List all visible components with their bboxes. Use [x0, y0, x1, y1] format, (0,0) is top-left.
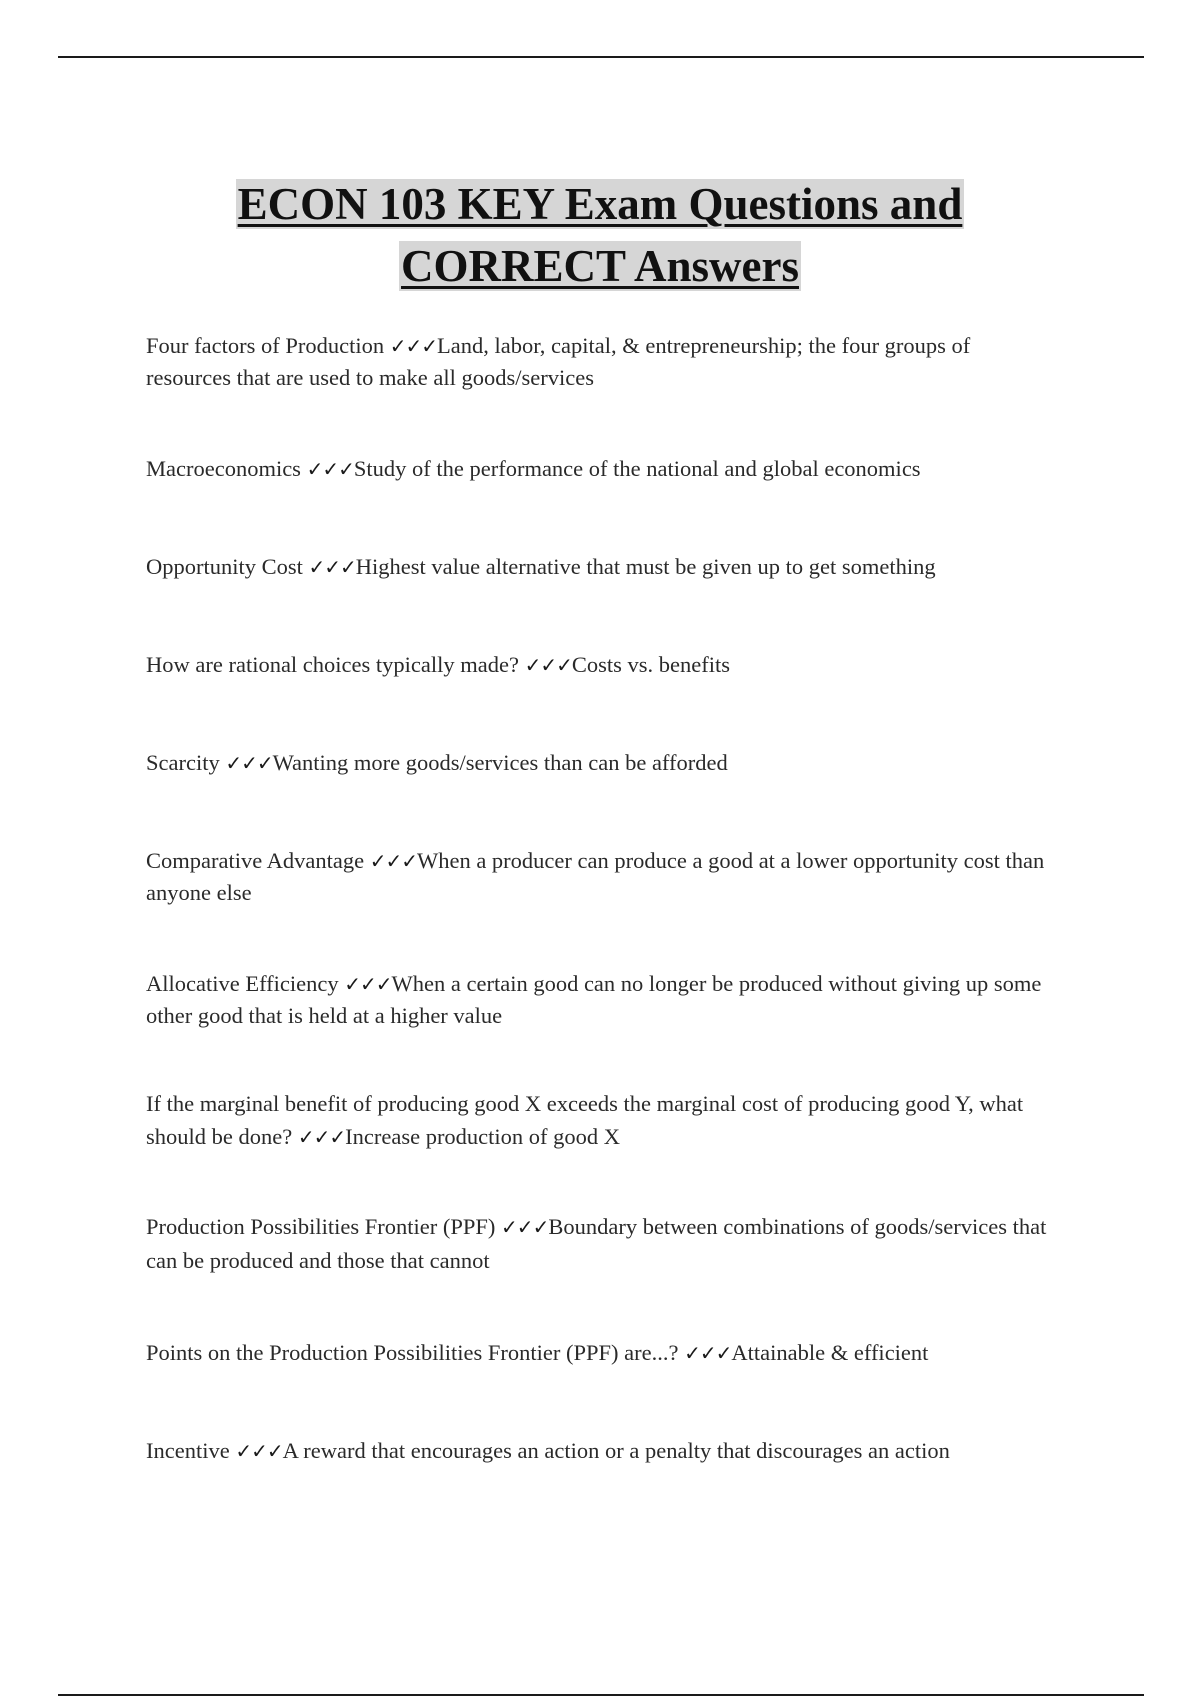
- document-title: [0, 173, 1200, 297]
- title-line-1: ECON 103 KEY Exam Questions and: [237, 179, 963, 230]
- check-marks-icon: ✓✓✓: [344, 972, 392, 996]
- qa-answer: Boundary between combinations of goods/services that can be produced and those that cannot: [146, 1214, 1047, 1273]
- check-marks-icon: ✓✓✓: [308, 555, 356, 579]
- title-line-2: CORRECT Answers: [401, 241, 799, 292]
- qa-item-comparative-advantage: [146, 845, 1056, 908]
- check-marks-icon: ✓✓✓: [235, 1439, 283, 1463]
- qa-term: Incentive: [146, 1438, 236, 1463]
- qa-item-four-factors: [146, 330, 1056, 393]
- qa-item-incentive: [146, 1435, 1056, 1467]
- check-marks-icon: ✓✓✓: [297, 1125, 346, 1149]
- qa-item-ppf: [146, 1210, 1056, 1277]
- check-marks-icon: ✓✓✓: [524, 653, 572, 677]
- qa-answer: Land, labor, capital, & entrepreneurship; the four groups of resources that are used to make all goods/services: [146, 333, 971, 390]
- bottom-rule: [58, 1694, 1144, 1696]
- qa-item-macroeconomics: [146, 453, 1056, 485]
- qa-item-scarcity: [146, 747, 1056, 779]
- check-marks-icon: ✓✓✓: [369, 849, 417, 873]
- qa-answer: When a certain good can no longer be produced without giving up some other good that is held at a higher value: [146, 971, 1042, 1028]
- qa-term: Macroeconomics: [146, 456, 307, 481]
- qa-term: Production Possibilities Frontier (PPF): [146, 1214, 502, 1239]
- qa-answer: When a producer can produce a good at a lower opportunity cost than anyone else: [146, 848, 1045, 905]
- qa-term: Points on the Production Possibilities Frontier (PPF) are...?: [146, 1340, 685, 1365]
- qa-answer: Study of the performance of the national and global economics: [353, 456, 921, 481]
- check-marks-icon: ✓✓✓: [501, 1215, 549, 1239]
- qa-term: Opportunity Cost: [146, 554, 309, 579]
- qa-term: Comparative Advantage: [146, 848, 370, 873]
- qa-answer: A reward that encourages an action or a penalty that discourages an action: [282, 1438, 950, 1463]
- qa-item-marginal-benefit: [146, 1087, 1056, 1154]
- qa-term: Scarcity: [146, 750, 226, 775]
- qa-item-opportunity-cost: [146, 551, 1056, 583]
- check-marks-icon: ✓✓✓: [225, 751, 273, 775]
- qa-answer: Costs vs. benefits: [571, 652, 731, 677]
- qa-term: Allocative Efficiency: [146, 971, 345, 996]
- qa-term: If the marginal benefit of producing good X exceeds the marginal cost of producing good Y, what should be done?: [146, 1091, 1024, 1149]
- top-rule: [58, 56, 1144, 58]
- qa-answer: Increase production of good X: [345, 1124, 621, 1149]
- qa-item-points-on-ppf: [146, 1337, 1056, 1369]
- qa-item-allocative-efficiency: [146, 968, 1056, 1031]
- qa-list: [146, 330, 1056, 1533]
- qa-answer: Attainable & efficient: [731, 1340, 929, 1365]
- check-marks-icon: ✓✓✓: [306, 457, 354, 481]
- check-marks-icon: ✓✓✓: [684, 1341, 732, 1365]
- qa-answer: Wanting more goods/services than can be afforded: [272, 750, 728, 775]
- check-marks-icon: ✓✓✓: [389, 334, 437, 358]
- qa-term: How are rational choices typically made?: [146, 652, 525, 677]
- qa-answer: Highest value alternative that must be given up to get something: [355, 554, 936, 579]
- qa-term: Four factors of Production: [146, 333, 390, 358]
- qa-item-rational-choices: [146, 649, 1056, 681]
